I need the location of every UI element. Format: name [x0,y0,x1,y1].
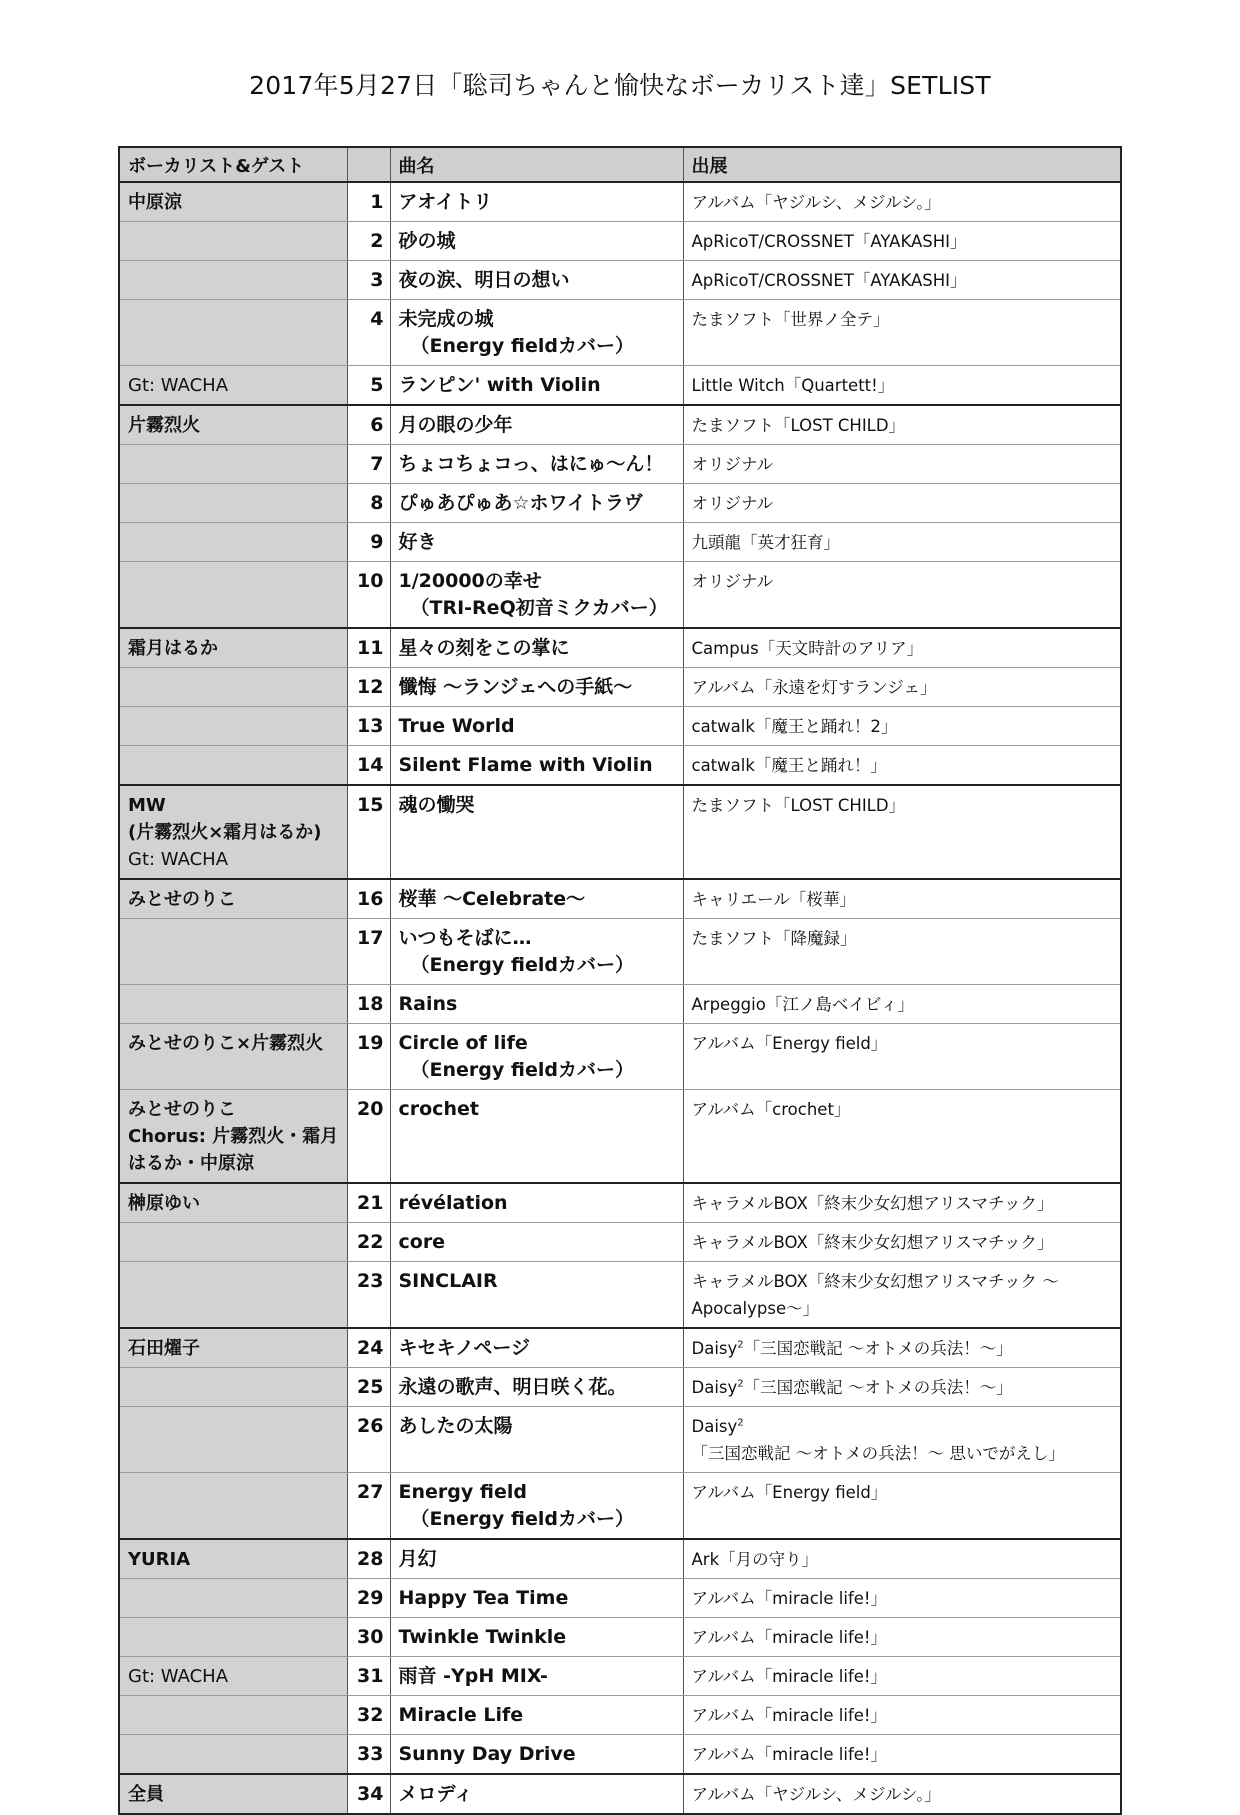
vocalist-cell [119,1368,347,1407]
vocalist-cell [119,707,347,746]
song-title: 砂の城 [398,230,456,252]
vocalist-cell [119,1223,347,1262]
vocalist-name: みとせのりこ [128,889,236,910]
source-cell: Daisy$^2$「三国恋戦記 〜オトメの兵法！〜」 [683,1328,1121,1368]
source-cell: アルバム「永遠を灯すランジェ」 [683,668,1121,707]
track-number: 12 [347,668,390,707]
table-row [119,1696,1121,1735]
song-cell [390,562,683,629]
song-title: ぴゅあぴゅあ☆ホワイトラヴ [398,492,643,514]
source-cell: Ark「月の守り」 [683,1539,1121,1579]
vocalist-name: MW [128,795,166,816]
song-title: 月幻 [398,1548,437,1570]
source-cell: catwalk「魔王と踊れ！2」 [683,707,1121,746]
vocalist-cell [119,1328,347,1368]
vocalist-name: 霜月はるか [128,638,218,659]
vocalist-cell [119,628,347,668]
source-cell: 九頭龍「英才狂育」 [683,523,1121,562]
header-source: 出展 [683,147,1121,182]
header-song: 曲名 [390,147,683,182]
song-cell [390,222,683,261]
track-number: 17 [347,919,390,985]
vocalist-name: 全員 [128,1784,164,1805]
song-cell [390,1407,683,1473]
table-row [119,1657,1121,1696]
table-row [119,879,1121,919]
vocalist-name: みとせのりこ [128,1099,236,1120]
track-number: 30 [347,1618,390,1657]
song-title: 星々の刻をこの掌に [398,637,570,659]
song-title: True World [398,715,515,737]
track-number: 2 [347,222,390,261]
song-cell [390,1328,683,1368]
setlist-body [119,182,1121,1814]
song-note: （Energy fieldカバー） [410,335,634,357]
table-row [119,707,1121,746]
vocalist-name: (片霧烈火×霜月はるか) [128,822,322,843]
track-number: 21 [347,1183,390,1223]
song-cell [390,484,683,523]
song-cell [390,1657,683,1696]
table-header-row [119,147,1121,182]
track-number: 18 [347,985,390,1024]
song-cell [390,1774,683,1814]
song-title: crochet [398,1098,479,1120]
track-number: 23 [347,1262,390,1329]
song-title: あしたの太陽 [398,1415,513,1437]
source-cell: アルバム「ヤジルシ、メジルシ。」 [683,182,1121,222]
song-cell [390,707,683,746]
song-cell [390,300,683,366]
vocalist-cell [119,562,347,629]
song-cell [390,1735,683,1775]
table-row [119,222,1121,261]
source-cell: オリジナル [683,562,1121,629]
vocalist-cell [119,785,347,879]
track-number: 32 [347,1696,390,1735]
table-row [119,366,1121,406]
table-row [119,785,1121,879]
track-number: 8 [347,484,390,523]
vocalist-cell [119,1539,347,1579]
song-cell [390,985,683,1024]
song-cell [390,261,683,300]
track-number: 34 [347,1774,390,1814]
song-note: （Energy fieldカバー） [410,954,634,976]
table-row [119,1774,1121,1814]
song-note: （Energy fieldカバー） [410,1508,634,1530]
song-cell [390,182,683,222]
song-title: 好き [398,531,437,553]
vocalist-cell [119,366,347,406]
vocalist-name: はるか・中原涼 [128,1153,254,1174]
song-cell [390,445,683,484]
vocalist-cell [119,1262,347,1329]
source-cell: アルバム「miracle life!」 [683,1696,1121,1735]
source-cell: キャラメルBOX「終末少女幻想アリスマチック」 [683,1223,1121,1262]
song-cell [390,668,683,707]
song-title: いつもそばに… [398,927,532,949]
track-number: 29 [347,1579,390,1618]
vocalist-cell [119,668,347,707]
song-cell [390,919,683,985]
song-cell [390,1696,683,1735]
table-row [119,523,1121,562]
vocalist-name: 榊原ゆい [128,1193,200,1214]
song-cell [390,785,683,879]
table-row [119,1473,1121,1540]
table-row [119,668,1121,707]
vocalist-name: Chorus: 片霧烈火・霜月 [128,1126,339,1147]
source-cell: オリジナル [683,445,1121,484]
track-number: 10 [347,562,390,629]
table-row [119,985,1121,1024]
song-title: アオイトリ [398,191,493,213]
vocalist-cell [119,879,347,919]
track-number: 19 [347,1024,390,1090]
source-cell: キャラメルBOX「終末少女幻想アリスマチック 〜Apocalypse〜」 [683,1262,1121,1329]
track-number: 16 [347,879,390,919]
header-number [347,147,390,182]
vocalist-cell [119,300,347,366]
vocalist-cell [119,1696,347,1735]
song-title: Happy Tea Time [398,1587,569,1609]
vocalist-name: YURIA [128,1549,191,1570]
track-number: 6 [347,405,390,445]
track-number: 7 [347,445,390,484]
song-title: 懺悔 〜ランジェへの手紙〜 [398,676,633,698]
table-row [119,300,1121,366]
vocalist-cell [119,1774,347,1814]
song-cell [390,1183,683,1223]
track-number: 31 [347,1657,390,1696]
table-row [119,746,1121,786]
source-cell: たまソフト「LOST CHILD」 [683,785,1121,879]
source-cell: アルバム「ヤジルシ、メジルシ。」 [683,1774,1121,1814]
table-row [119,1579,1121,1618]
source-cell: アルバム「Energy field」 [683,1024,1121,1090]
vocalist-cell [119,1183,347,1223]
vocalist-cell [119,1090,347,1184]
song-title: révélation [398,1192,508,1214]
table-row [119,1618,1121,1657]
song-title: Sunny Day Drive [398,1743,576,1765]
song-title: キセキノページ [398,1337,530,1359]
table-row [119,628,1121,668]
track-number: 28 [347,1539,390,1579]
song-cell [390,523,683,562]
track-number: 25 [347,1368,390,1407]
source-cell: オリジナル [683,484,1121,523]
vocalist-cell [119,523,347,562]
table-row [119,1090,1121,1184]
vocalist-cell [119,405,347,445]
track-number: 26 [347,1407,390,1473]
song-title: Twinkle Twinkle [398,1626,567,1648]
track-number: 1 [347,182,390,222]
source-cell: catwalk「魔王と踊れ！」 [683,746,1121,786]
vocalist-cell [119,1024,347,1090]
table-row [119,1368,1121,1407]
source-cell: キャラメルBOX「終末少女幻想アリスマチック」 [683,1183,1121,1223]
song-title: Energy field [398,1481,527,1503]
vocalist-cell [119,445,347,484]
track-number: 22 [347,1223,390,1262]
table-row [119,445,1121,484]
song-cell [390,1473,683,1540]
song-title: Circle of life [398,1032,528,1054]
vocalist-name: 片霧烈火 [128,415,200,436]
source-cell: Daisy$^2$「三国恋戦記 〜オトメの兵法！〜」 [683,1368,1121,1407]
guest-credit: Gt: WACHA [128,1666,229,1687]
table-row [119,484,1121,523]
source-cell: たまソフト「降魔録」 [683,919,1121,985]
vocalist-cell [119,1407,347,1473]
page-title: 2017年5月27日「聡司ちゃんと愉快なボーカリスト達」SETLIST [249,71,991,100]
table-row [119,562,1121,629]
vocalist-cell [119,261,347,300]
source-cell: Little Witch「Quartett!」 [683,366,1121,406]
song-cell [390,1618,683,1657]
song-cell [390,1368,683,1407]
song-title: 1/20000の幸せ [398,570,542,592]
vocalist-name: みとせのりこ×片霧烈火 [128,1033,324,1054]
song-cell [390,879,683,919]
source-cell: たまソフト「LOST CHILD」 [683,405,1121,445]
source-cell: アルバム「miracle life!」 [683,1579,1121,1618]
source-cell: アルバム「miracle life!」 [683,1618,1121,1657]
song-title: Miracle Life [398,1704,524,1726]
vocalist-name: 中原涼 [128,192,182,213]
song-title: ちょコちょコっ、はにゅ〜ん！ [398,453,664,475]
guest-credit: Gt: WACHA [128,849,229,870]
song-title: メロディ [398,1783,473,1805]
header-vocalist: ボーカリスト&ゲスト [119,147,347,182]
track-number: 4 [347,300,390,366]
table-row [119,1024,1121,1090]
track-number: 11 [347,628,390,668]
song-cell [390,1579,683,1618]
song-title: 永遠の歌声、明日咲く花。 [398,1376,627,1398]
setlist-table [118,146,1122,1815]
track-number: 27 [347,1473,390,1540]
table-row [119,1262,1121,1329]
vocalist-cell [119,919,347,985]
vocalist-cell [119,1735,347,1775]
table-row [119,1539,1121,1579]
track-number: 20 [347,1090,390,1184]
table-row [119,1328,1121,1368]
track-number: 15 [347,785,390,879]
source-cell: アルバム「miracle life!」 [683,1735,1121,1775]
song-title: 桜華 〜Celebrate〜 [398,888,586,910]
table-row [119,405,1121,445]
table-row [119,1223,1121,1262]
song-cell [390,1262,683,1329]
track-number: 33 [347,1735,390,1775]
source-cell: Campus「天文時計のアリア」 [683,628,1121,668]
song-title: core [398,1231,446,1253]
track-number: 3 [347,261,390,300]
vocalist-cell [119,746,347,786]
vocalist-cell [119,222,347,261]
table-row [119,1735,1121,1775]
vocalist-cell [119,1579,347,1618]
song-cell [390,366,683,406]
song-cell [390,628,683,668]
source-cell: ApRicoT/CROSSNET「AYAKASHI」 [683,261,1121,300]
song-title: 夜の涙、明日の想い [398,269,570,291]
vocalist-cell [119,1618,347,1657]
track-number: 24 [347,1328,390,1368]
source-cell: キャリエール「桜華」 [683,879,1121,919]
song-note: （Energy fieldカバー） [410,1059,634,1081]
song-title: ランピン' with Violin [398,374,601,396]
vocalist-cell [119,985,347,1024]
source-cell: アルバム「crochet」 [683,1090,1121,1184]
vocalist-name: 石田燿子 [128,1338,200,1359]
song-title: SINCLAIR [398,1270,498,1292]
track-number: 14 [347,746,390,786]
song-title: 月の眼の少年 [398,414,513,436]
table-row [119,182,1121,222]
vocalist-cell [119,1473,347,1540]
track-number: 9 [347,523,390,562]
table-row [119,261,1121,300]
source-cell: Arpeggio「江ノ島ベイビィ」 [683,985,1121,1024]
song-title: 雨音 -YpH MIX- [398,1665,548,1687]
track-number: 13 [347,707,390,746]
song-title: 魂の慟哭 [398,794,475,816]
song-cell [390,1090,683,1184]
song-title: 未完成の城 [398,308,494,330]
song-title: Silent Flame with Violin [398,754,653,776]
source-cell: ApRicoT/CROSSNET「AYAKASHI」 [683,222,1121,261]
song-cell [390,405,683,445]
table-row [119,1183,1121,1223]
song-cell [390,1024,683,1090]
source-cell: アルバム「Energy field」 [683,1473,1121,1540]
source-cell: たまソフト「世界ノ全テ」 [683,300,1121,366]
song-cell [390,746,683,786]
guest-credit: Gt: WACHA [128,375,229,396]
song-cell [390,1223,683,1262]
table-row [119,919,1121,985]
song-cell [390,1539,683,1579]
vocalist-cell [119,484,347,523]
table-row [119,1407,1121,1473]
vocalist-cell [119,1657,347,1696]
source-cell: アルバム「miracle life!」 [683,1657,1121,1696]
vocalist-cell [119,182,347,222]
source-cell: Daisy$^2$「三国恋戦記 〜オトメの兵法！〜 思いでがえし」 [683,1407,1121,1473]
song-note: （TRI-ReQ初音ミクカバー） [410,597,668,619]
track-number: 5 [347,366,390,406]
song-title: Rains [398,993,458,1015]
